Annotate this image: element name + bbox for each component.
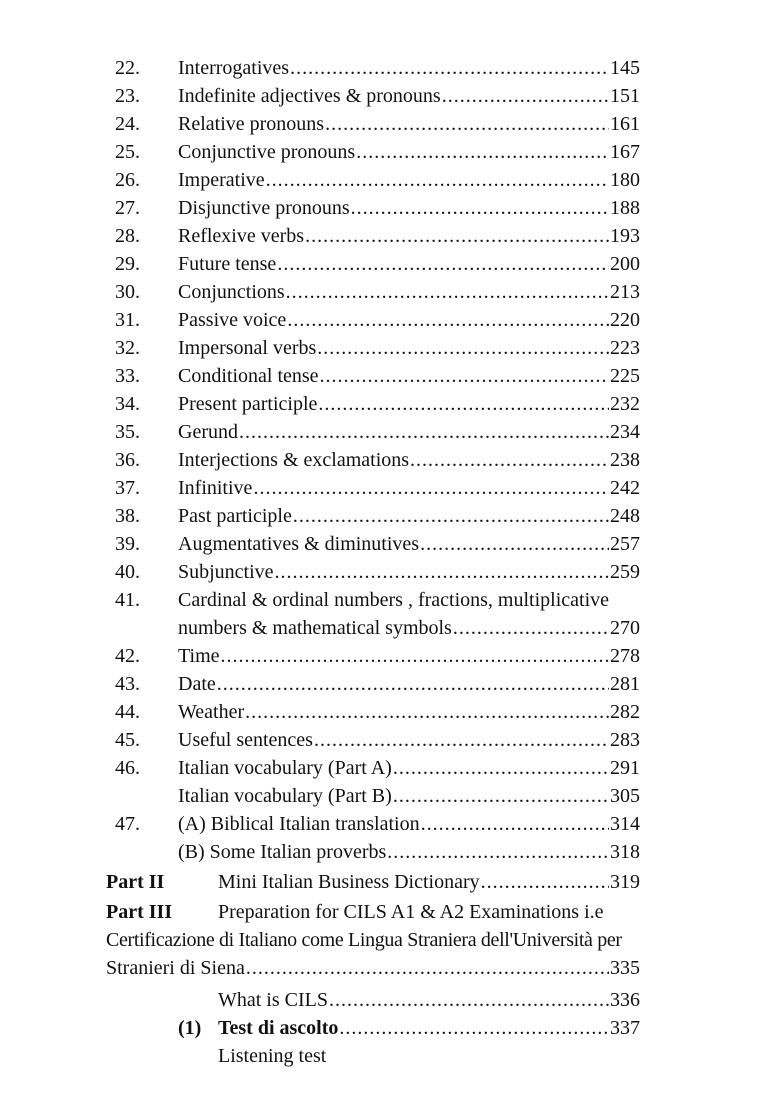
entry-body [106, 955, 640, 981]
entry-number: 29. [115, 253, 140, 275]
entry-body [178, 811, 640, 837]
entry-body [178, 307, 640, 333]
entry-number: 32. [115, 337, 140, 359]
dot-leader [253, 475, 609, 501]
entry-page: 145 [610, 57, 640, 79]
entry-page: 314 [610, 813, 640, 835]
entry-body [178, 475, 640, 501]
entry-body [178, 111, 640, 137]
toc-entry-44 [0, 699, 780, 725]
dot-leader [329, 987, 609, 1013]
entry-title: Cardinal & ordinal numbers , fractions, multiplicative [178, 589, 610, 611]
dot-leader [393, 783, 609, 809]
entry-body [178, 195, 640, 221]
entry-title: Infinitive [178, 477, 253, 499]
entry-body [218, 987, 640, 1013]
entry-title: Useful sentences [178, 729, 313, 751]
entry-page: 193 [610, 225, 640, 247]
toc-entry-28 [0, 223, 780, 249]
entry-number: 41. [115, 589, 140, 611]
entry-body [178, 615, 640, 641]
entry-page: 319 [610, 871, 640, 893]
toc-entry-37 [0, 475, 780, 501]
entry-title: Present participle [178, 393, 318, 415]
toc-entry-43 [0, 671, 780, 697]
entry-body [178, 559, 640, 585]
entry-body [178, 755, 640, 781]
entry-body [178, 671, 640, 697]
entry-body [178, 587, 660, 613]
toc-entry-45 [0, 727, 780, 753]
entry-title: Mini Italian Business Dictionary [218, 871, 480, 893]
dot-leader [339, 1015, 609, 1041]
toc-part-3-line-3 [0, 955, 780, 981]
toc-entry-22 [0, 55, 780, 81]
entry-title: Past participle [178, 505, 292, 527]
entry-body [178, 419, 640, 445]
entry-title: Impersonal verbs [178, 337, 317, 359]
entry-title: Indefinite adjectives & pronouns [178, 85, 441, 107]
dot-leader [245, 699, 609, 725]
entry-title: Disjunctive pronouns [178, 197, 350, 219]
toc-listening-test [0, 1043, 780, 1069]
toc-entry-39 [0, 531, 780, 557]
entry-page: 232 [610, 393, 640, 415]
entry-body [178, 139, 640, 165]
toc-entry-24 [0, 111, 780, 137]
entry-title: (B) Some Italian proverbs [178, 841, 387, 863]
entry-title: What is CILS [218, 989, 328, 1011]
entry-number: 22. [115, 57, 140, 79]
entry-title: Date [178, 673, 216, 695]
entry-page: 278 [610, 645, 640, 667]
entry-number: 26. [115, 169, 140, 191]
entry-title: numbers & mathematical symbols [178, 617, 452, 639]
toc-entry-47 [0, 811, 780, 837]
entry-page: 151 [610, 85, 640, 107]
entry-body [178, 391, 640, 417]
entry-page: 281 [610, 673, 640, 695]
entry-number: 23. [115, 85, 140, 107]
entry-page: 282 [610, 701, 640, 723]
entry-page: 200 [610, 253, 640, 275]
toc-entry-34 [0, 391, 780, 417]
entry-number: 28. [115, 225, 140, 247]
entry-page: 167 [610, 141, 640, 163]
entry-page: 337 [610, 1017, 640, 1039]
toc-part-2 [0, 869, 780, 895]
toc-entry-23 [0, 83, 780, 109]
entry-number: (1) [178, 1017, 202, 1039]
entry-page: 225 [610, 365, 640, 387]
entry-body [178, 447, 640, 473]
dot-leader [266, 167, 609, 193]
entry-page: 336 [610, 989, 640, 1011]
entry-number: 25. [115, 141, 140, 163]
entry-number: 27. [115, 197, 140, 219]
entry-subtitle: Listening test [218, 1045, 327, 1067]
entry-page: 223 [610, 337, 640, 359]
entry-number: 24. [115, 113, 140, 135]
toc-entry-38 [0, 503, 780, 529]
entry-page: 305 [610, 785, 640, 807]
toc-entry-47-b [0, 839, 780, 865]
toc-entry-40 [0, 559, 780, 585]
toc-part-3 [0, 899, 780, 925]
entry-body [178, 531, 640, 557]
entry-number: 38. [115, 505, 140, 527]
entry-number: 31. [115, 309, 140, 331]
dot-leader [293, 503, 609, 529]
entry-page: 291 [610, 757, 640, 779]
entry-page: 270 [610, 617, 640, 639]
toc-entry-26 [0, 167, 780, 193]
toc-entry-41 [0, 587, 780, 613]
entry-title: Italian vocabulary (Part B) [178, 785, 392, 807]
dot-leader [239, 419, 609, 445]
part-3-line-2: Certificazione di Italiano come Lingua Straniera dell'Università per [106, 929, 622, 951]
dot-leader [325, 111, 609, 137]
entry-body [178, 643, 640, 669]
dot-leader [246, 955, 609, 981]
dot-leader [217, 671, 609, 697]
entry-body [178, 503, 640, 529]
entry-title: Italian vocabulary (Part A) [178, 757, 392, 779]
entry-number: 36. [115, 449, 140, 471]
part-label: Part III [106, 901, 173, 923]
entry-title: Weather [178, 701, 245, 723]
entry-title: Conditional tense [178, 365, 319, 387]
toc-entry-46 [0, 755, 780, 781]
entry-title: Time [178, 645, 220, 667]
entry-page: 283 [610, 729, 640, 751]
entry-page: 188 [610, 197, 640, 219]
entry-body [178, 699, 640, 725]
dot-leader [286, 279, 609, 305]
toc-test-ascolto [0, 1015, 780, 1041]
entry-title: Augmentatives & diminutives [178, 533, 420, 555]
entry-page: 335 [610, 957, 640, 979]
toc-entry-32 [0, 335, 780, 361]
entry-title: Interrogatives [178, 57, 290, 79]
dot-leader [277, 251, 609, 277]
entry-number: 44. [115, 701, 140, 723]
entry-page: 248 [610, 505, 640, 527]
dot-leader [421, 811, 609, 837]
part-3-line-1: Preparation for CILS A1 & A2 Examinations i.e [218, 901, 604, 923]
entry-page: 257 [610, 533, 640, 555]
dot-leader [290, 55, 609, 81]
toc-entry-29 [0, 251, 780, 277]
entry-title: Imperative [178, 169, 265, 191]
toc-entry-31 [0, 307, 780, 333]
entry-page: 220 [610, 309, 640, 331]
dot-leader [453, 615, 609, 641]
entry-number: 37. [115, 477, 140, 499]
entry-number: 35. [115, 421, 140, 443]
entry-body [218, 869, 640, 895]
toc-entry-33 [0, 363, 780, 389]
entry-number: 43. [115, 673, 140, 695]
entry-page: 242 [610, 477, 640, 499]
toc-entry-46-b [0, 783, 780, 809]
entry-body [178, 279, 640, 305]
entry-number: 33. [115, 365, 140, 387]
entry-body [178, 55, 640, 81]
entry-title: Reflexive verbs [178, 225, 305, 247]
entry-title: Passive voice [178, 309, 287, 331]
dot-leader [351, 195, 609, 221]
toc-part-3-line-2 [0, 927, 780, 953]
entry-body [178, 83, 640, 109]
part-label: Part II [106, 871, 165, 893]
dot-leader [410, 447, 609, 473]
dot-leader [387, 839, 609, 865]
entry-body [178, 363, 640, 389]
entry-body [178, 335, 640, 361]
toc-what-is-cils [0, 987, 780, 1013]
toc-entry-25 [0, 139, 780, 165]
entry-page: 180 [610, 169, 640, 191]
dot-leader [305, 223, 609, 249]
entry-title: Relative pronouns [178, 113, 325, 135]
dot-leader [221, 643, 609, 669]
entry-body [178, 783, 640, 809]
entry-body [178, 839, 640, 865]
entry-page: 161 [610, 113, 640, 135]
dot-leader [318, 391, 609, 417]
dot-leader [420, 531, 609, 557]
entry-body [178, 727, 640, 753]
entry-title: Future tense [178, 253, 277, 275]
entry-page: 238 [610, 449, 640, 471]
entry-title: Test di ascolto [218, 1017, 339, 1039]
dot-leader [275, 559, 609, 585]
entry-title: Conjunctions [178, 281, 285, 303]
entry-number: 47. [115, 813, 140, 835]
entry-number: 30. [115, 281, 140, 303]
toc-entry-35 [0, 419, 780, 445]
entry-number: 42. [115, 645, 140, 667]
dot-leader [317, 335, 609, 361]
toc-entry-36 [0, 447, 780, 473]
entry-number: 39. [115, 533, 140, 555]
entry-title: Subjunctive [178, 561, 274, 583]
entry-number: 34. [115, 393, 140, 415]
dot-leader [356, 139, 609, 165]
entry-page: 213 [610, 281, 640, 303]
entry-title: Gerund [178, 421, 238, 443]
entry-number: 40. [115, 561, 140, 583]
entry-title: (A) Biblical Italian translation [178, 813, 420, 835]
toc-entry-42 [0, 643, 780, 669]
dot-leader [481, 869, 609, 895]
entry-title: Conjunctive pronouns [178, 141, 356, 163]
dot-leader [442, 83, 609, 109]
entry-body [178, 223, 640, 249]
entry-title: Stranieri di Siena [106, 957, 245, 979]
entry-title: Interjections & exclamations [178, 449, 410, 471]
entry-page: 318 [610, 841, 640, 863]
dot-leader [287, 307, 609, 333]
toc-entry-30 [0, 279, 780, 305]
dot-leader [393, 755, 609, 781]
entry-body [178, 167, 640, 193]
entry-body [218, 1015, 640, 1041]
dot-leader [320, 363, 609, 389]
entry-number: 45. [115, 729, 140, 751]
entry-page: 234 [610, 421, 640, 443]
toc-entry-41-cont [0, 615, 780, 641]
entry-number: 46. [115, 757, 140, 779]
dot-leader [314, 727, 609, 753]
toc-entry-27 [0, 195, 780, 221]
entry-body [178, 251, 640, 277]
entry-page: 259 [610, 561, 640, 583]
